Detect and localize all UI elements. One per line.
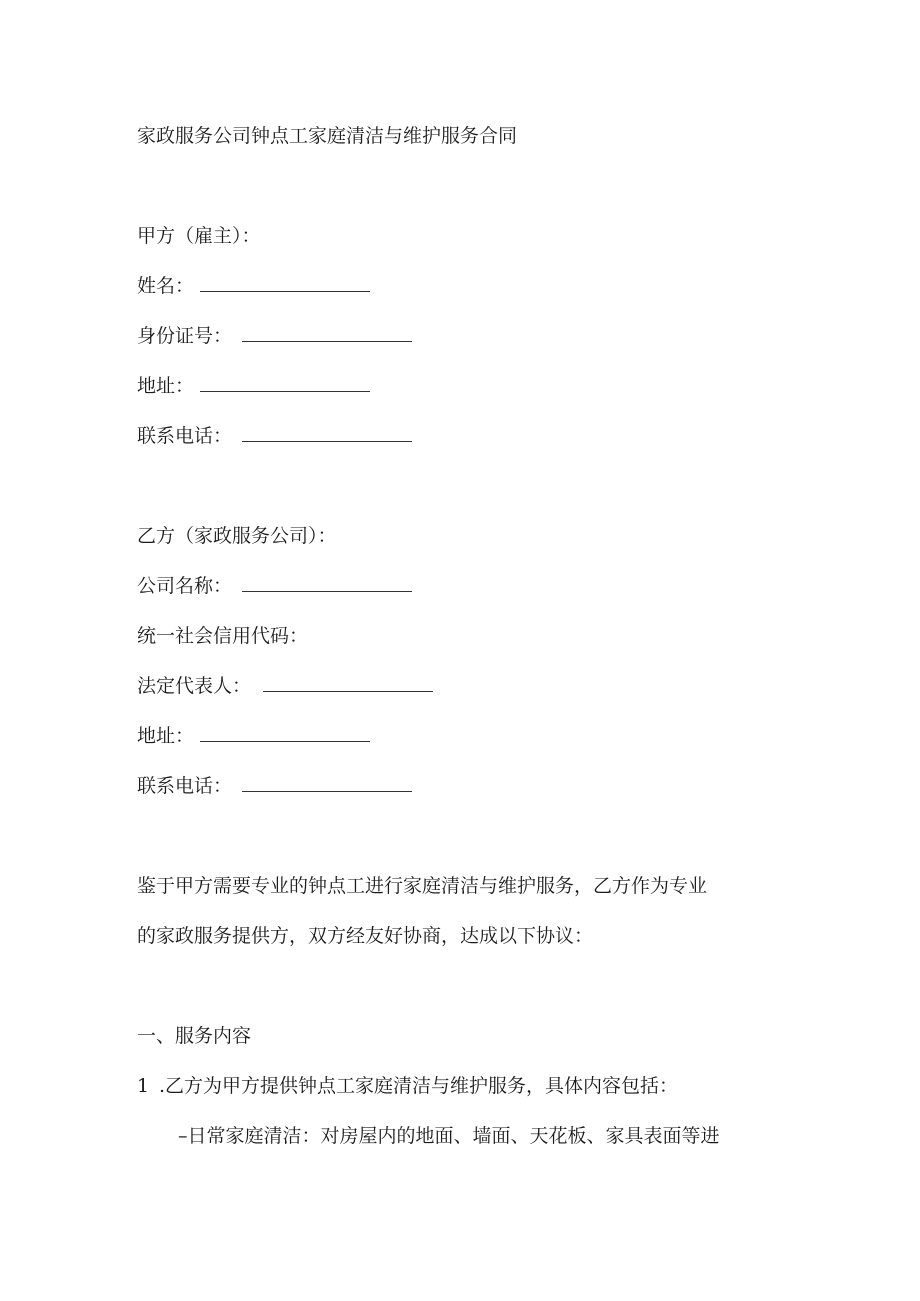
party-b-legal-rep-label: 法定代表人： — [137, 675, 252, 697]
section-1-heading: 一、服务内容 — [137, 1025, 252, 1047]
party-a-id-field[interactable] — [242, 325, 412, 342]
party-a-address-field[interactable] — [200, 375, 370, 392]
party-b-address-row — [137, 724, 370, 748]
party-a-name-field[interactable] — [200, 275, 370, 292]
party-b-phone-field[interactable] — [242, 775, 412, 792]
party-a-phone-label: 联系电话： — [137, 425, 233, 447]
party-b-phone-row — [137, 774, 412, 798]
preamble-line-1: 鉴于甲方需要专业的钟点工进行家庭清洁与维护服务，乙方作为专业 — [137, 875, 708, 897]
party-a-name-label: 姓名： — [137, 275, 195, 297]
party-b-company-label: 公司名称： — [137, 575, 233, 597]
party-a-id-row — [137, 324, 412, 348]
party-a-phone-row — [137, 424, 412, 448]
section-1-item-1-text: .乙方为甲方提供钟点工家庭清洁与维护服务，具体内容包括： — [159, 1075, 679, 1097]
party-a-name-row — [137, 274, 370, 298]
party-a-address-label: 地址： — [137, 375, 195, 397]
party-a-heading: 甲方（雇主）： — [137, 225, 261, 247]
party-a-id-label: 身份证号： — [137, 325, 233, 347]
party-b-legal-rep-field[interactable] — [263, 675, 433, 692]
party-a-phone-field[interactable] — [242, 425, 412, 442]
party-b-company-field[interactable] — [242, 575, 412, 592]
party-b-address-field[interactable] — [200, 725, 370, 742]
party-b-phone-label: 联系电话： — [137, 775, 233, 797]
party-b-heading: 乙方（家政服务公司）： — [137, 525, 337, 547]
section-1-sub-item-1: –日常家庭清洁：对房屋内的地面、墙面、天花板、家具表面等进 — [178, 1125, 720, 1147]
party-b-credit-code-label: 统一社会信用代码： — [137, 625, 309, 647]
party-b-legal-rep-row — [137, 674, 433, 698]
section-1-item-1-number: 1 — [137, 1075, 150, 1097]
section-1-item-1 — [137, 1074, 678, 1098]
preamble-line-2: 的家政服务提供方，双方经友好协商，达成以下协议： — [137, 925, 594, 947]
party-b-address-label: 地址： — [137, 725, 195, 747]
party-a-address-row — [137, 374, 370, 398]
party-b-credit-code-row — [137, 624, 308, 648]
party-b-company-row — [137, 574, 412, 598]
document-title: 家政服务公司钟点工家庭清洁与维护服务合同 — [137, 125, 518, 147]
